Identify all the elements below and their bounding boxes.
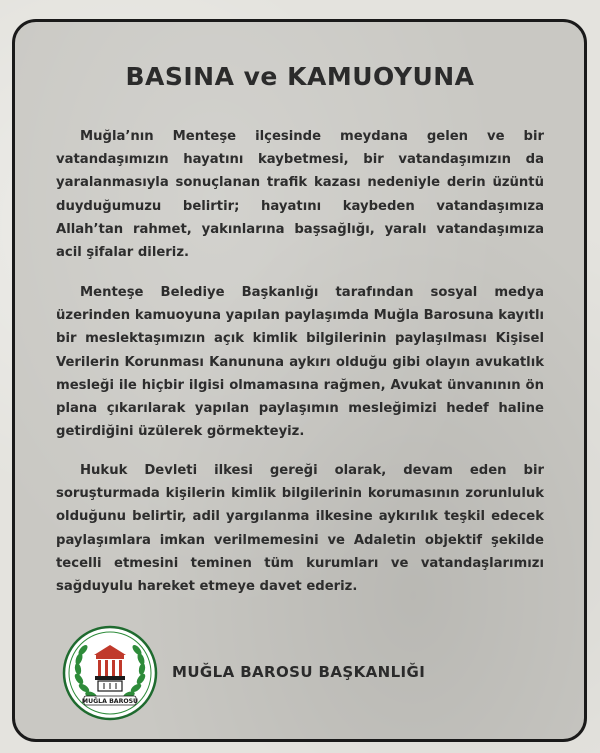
paragraph-condolence: Muğla’nın Menteşe ilçesinde meydana gelen ve bir vatandaşımızın hayatını kaybetmesi, bir vatandaşımızın da yaralanmasıyla sonuçlanan trafik kazası nedeniyle derin üzüntü duyduğumuzu belirtir; hayatını kaybeden vatandaşımıza Allah’tan rahmet, yakınlarına başsağlığı, yaralı vatandaşımıza acil şifalar dileriz.: [56, 129, 544, 261]
seal-text: MUĞLA BAROSU: [81, 698, 139, 705]
signature-institution: MUĞLA BAROSU BAŞKANLIĞI: [172, 663, 426, 681]
document-title: BASINA ve KAMUOYUNA: [125, 62, 475, 91]
paragraph-call-to-action: Hukuk Devleti ilkesi gereği olarak, devam eden bir soruşturmada kişilerin kimlik bilgilerinin korumasının zorunluluk olduğunu belirtir, adil yargılanma ilkesine aykırılık teşkil edecek paylaşımlara imkan verilmemesini ve Adaletin objektif şekilde tecelli etmesini teminen tüm kurumları ve vatandaşlarımızı sağduyulu hareket etmeye davet ederiz.: [56, 463, 544, 595]
seal-emblem-icon: [62, 625, 158, 721]
bar-association-seal: [62, 625, 158, 721]
paragraph-privacy-violation: Menteşe Belediye Başkanlığı tarafından sosyal medya üzerinden kamuoyuna yapılan paylaşımda Muğla Barosuna kayıtlı bir meslektaşımızın açık kimlik bilgilerinin paylaşılması Kişisel Verilerin Korunması Kanununa aykırı olduğu gibi olayın avukatlık mesleği ile hiçbir ilgisi olmamasına rağmen, Avukat ünvanının ön plana çıkarılarak yapılan paylaşımın mesleğimizi hedef haline getirdiğini üzülerek görmekteyiz.: [56, 285, 544, 440]
